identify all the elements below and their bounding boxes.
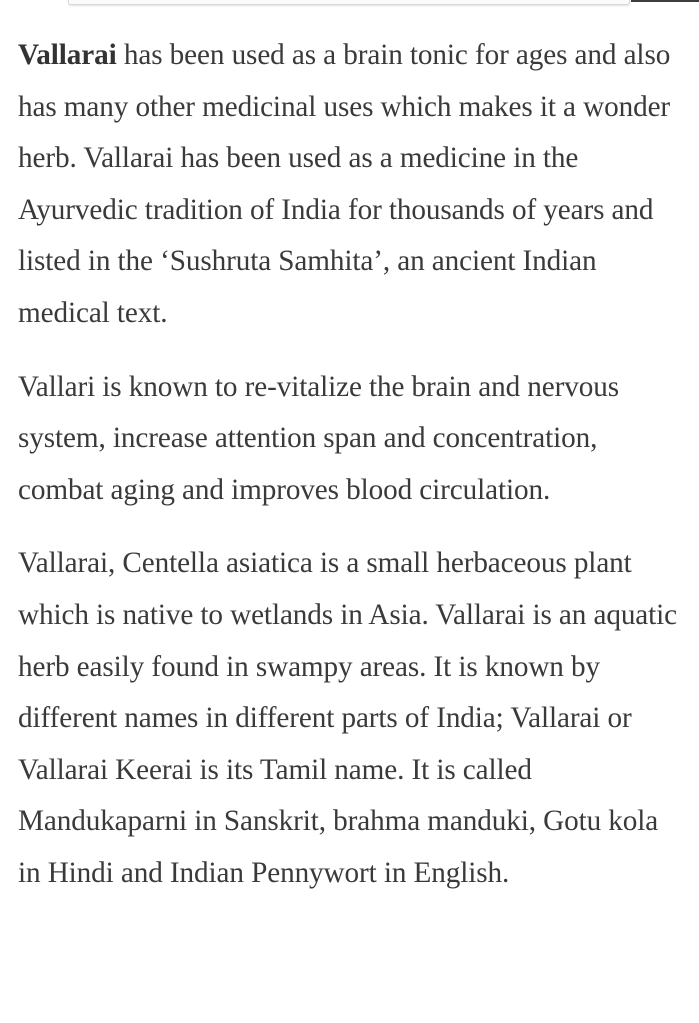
paragraph-intro bbox=[18, 30, 683, 340]
top-accent-line bbox=[631, 0, 699, 2]
herb-name-bold: Vallarai bbox=[18, 39, 117, 71]
paragraph-intro-text: has been used as a brain tonic for ages and also has many other medicinal uses which makes it a wonder herb. Vallarai has been used as a medicine in the Ayurvedic tradition of India for thousands of years and listed in the ‘Sushruta Samhita’, an ancient Indian medical text. bbox=[18, 39, 671, 329]
article-body bbox=[18, 30, 683, 922]
top-bar bbox=[0, 0, 699, 6]
paragraph-benefits: Vallari is known to re-vitalize the brain and nervous system, increase attention span and concentration, combat aging and improves blood circulation. bbox=[18, 370, 619, 506]
top-card-edge bbox=[68, 0, 630, 5]
paragraph-description: Vallarai, Centella asiatica is a small herbaceous plant which is native to wetlands in Asia. Vallarai is an aquatic herb easily found in swampy areas. It is known by different names in different parts of India; Vallarai or Vallarai Keerai is its Tamil name. It is called Mandukaparni in Sanskrit, brahma manduki, Gotu kola in Hindi and Indian Pennywort in English. bbox=[18, 547, 678, 889]
